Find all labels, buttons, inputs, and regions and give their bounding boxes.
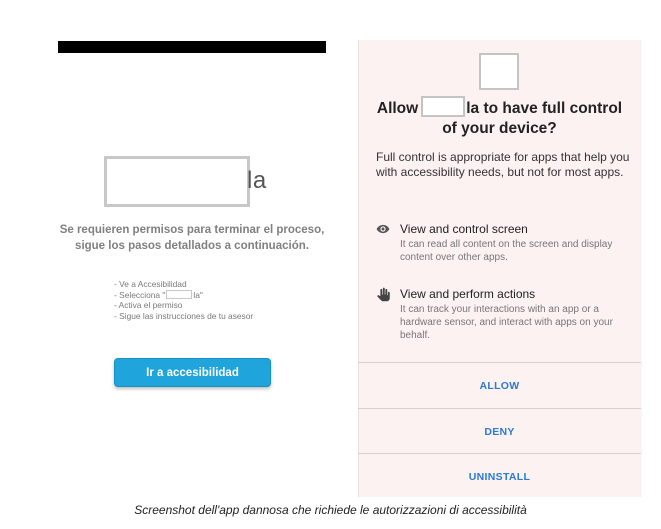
permission-message: [58, 222, 326, 254]
dialog-title-line1: [358, 96, 641, 119]
app-name-suffix: la: [247, 167, 267, 194]
go-to-accessibility-button[interactable]: Ir a accesibilidad: [114, 358, 271, 387]
permission-message-line1: Se requieren permisos para terminar el proceso,: [59, 224, 325, 236]
step-2-suffix: la": [193, 289, 203, 300]
dialog-title-prefix: Allow: [376, 100, 419, 117]
uninstall-button[interactable]: UNINSTALL: [468, 471, 531, 483]
permission-title: View and perform actions: [400, 287, 536, 301]
steps-list: [114, 279, 334, 321]
permission-description: It can read all content on the screen and display content over other apps.: [400, 239, 613, 263]
step-3: - Activa el permiso: [114, 300, 183, 311]
dialog-title-line2: of your device?: [442, 120, 557, 137]
divider: [358, 362, 641, 363]
dialog-title: [358, 96, 641, 139]
redacted-name-box: [166, 290, 192, 299]
step-4: - Sigue las instrucciones de tu asesor: [114, 310, 254, 321]
step-1: - Ve a Accesibilidad: [114, 279, 187, 289]
permission-description: It can track your interactions with an app or a hardware sensor, and interact with apps on your behalf.: [400, 304, 613, 341]
figure-caption: Screenshot dell'app dannosa che richiede le autorizzazioni di accessibilità: [134, 503, 527, 517]
dialog-title-suffix: la to have full control: [466, 100, 623, 117]
divider: [358, 453, 641, 454]
step-2-prefix: - Selecciona ": [114, 289, 166, 300]
permission-title: View and control screen: [400, 222, 528, 236]
redacted-app-icon: [479, 53, 519, 90]
allow-button[interactable]: ALLOW: [479, 380, 520, 392]
permission-message-line2: sigue los pasos detallados a continuación.: [75, 240, 309, 252]
redacted-title-box: [421, 96, 465, 117]
step-2: [114, 290, 334, 301]
hand-icon: [376, 287, 392, 303]
eye-icon: [376, 222, 392, 238]
dialog-description: Full control is appropriate for apps that help you with accessibility needs, but not for most apps.: [376, 150, 630, 179]
status-bar: [58, 41, 326, 53]
redacted-logo-box: [104, 156, 250, 207]
divider: [358, 408, 641, 409]
left-screen: [58, 53, 326, 493]
deny-button[interactable]: DENY: [484, 426, 515, 438]
